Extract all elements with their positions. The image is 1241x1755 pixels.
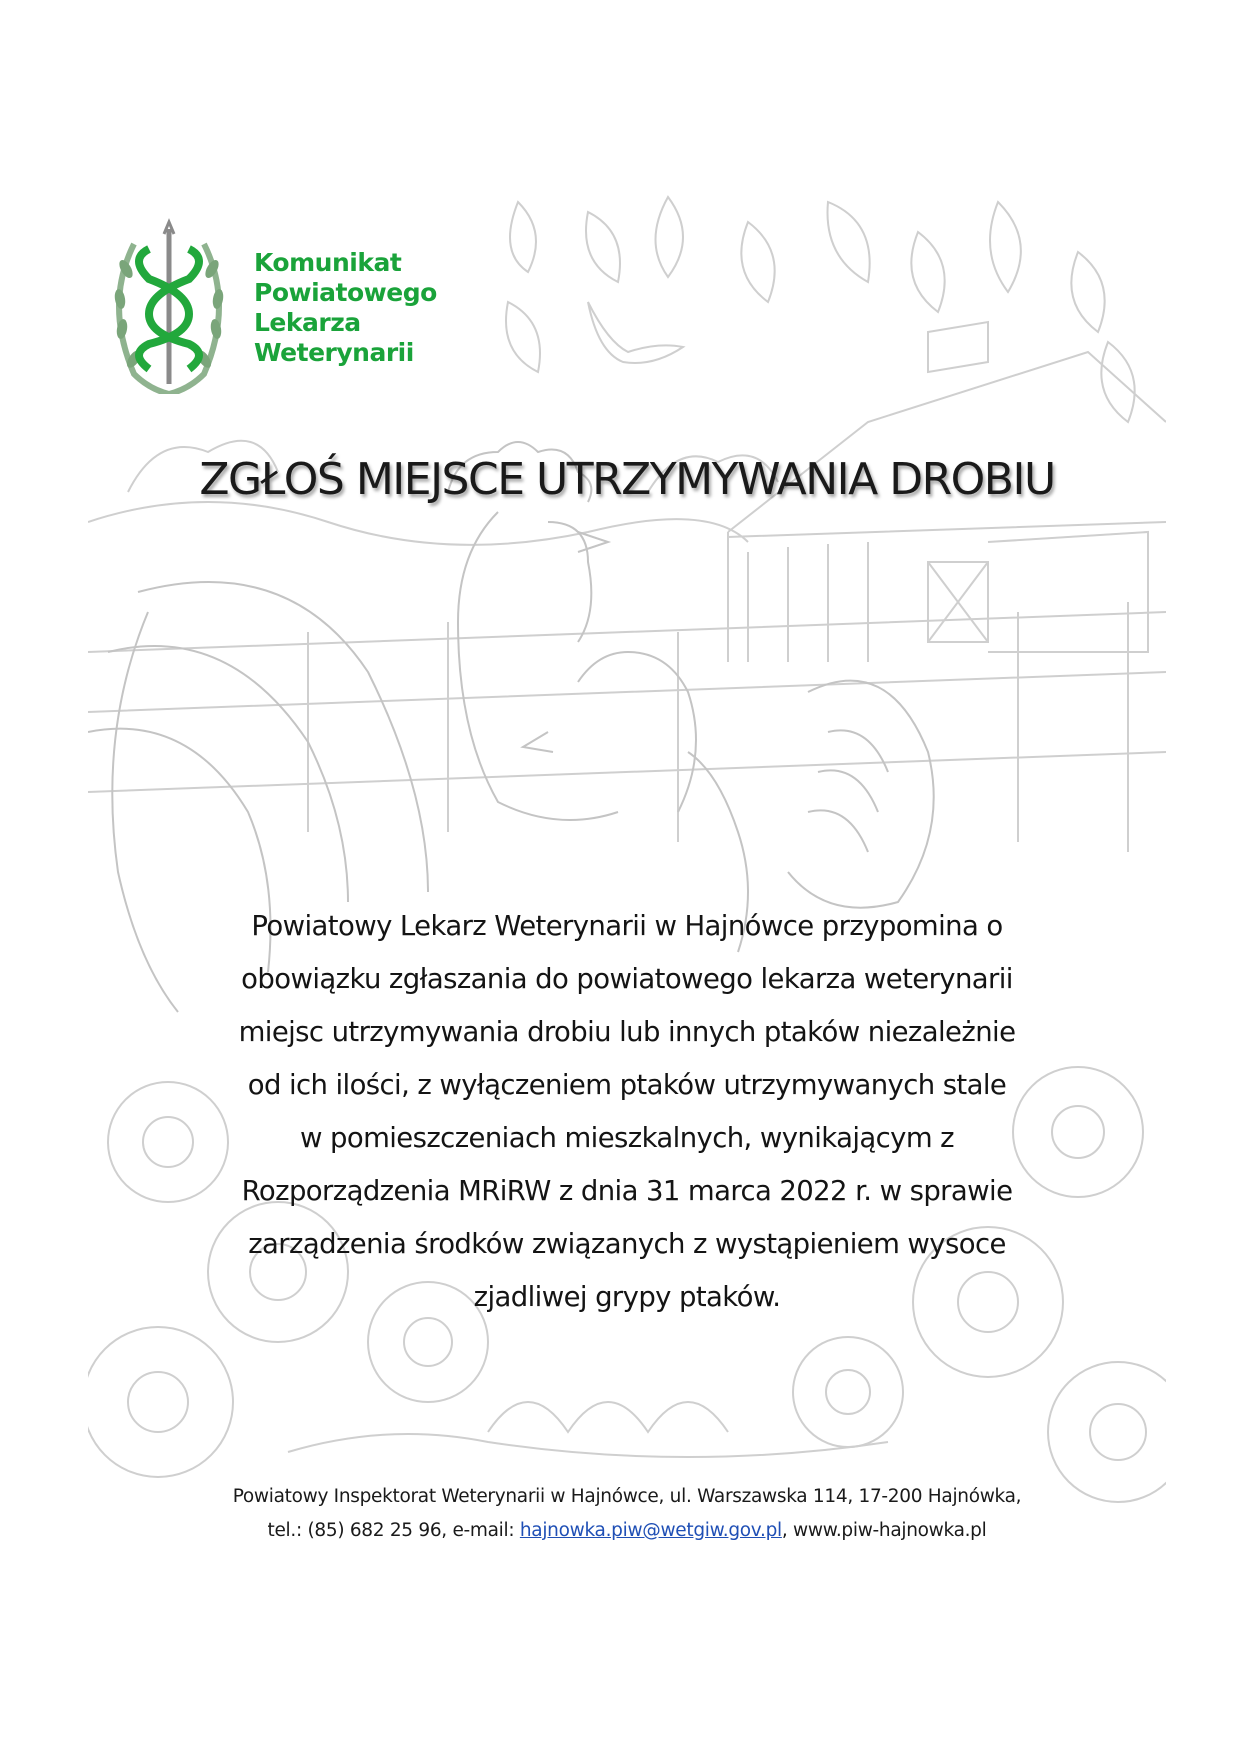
logo-line: Weterynarii xyxy=(254,338,414,367)
logo-line: Powiatowego xyxy=(254,278,437,307)
announcement-text xyxy=(128,900,1126,1324)
message-line: Powiatowy Lekarz Weterynarii w Hajnówce przypomina o xyxy=(251,910,1003,942)
dove-icon xyxy=(588,302,683,363)
logo-title xyxy=(254,248,437,368)
page-title: ZGŁOŚ MIEJSCE UTRZYMYWANIA DROBIU xyxy=(199,454,1055,505)
message-line: Rozporządzenia MRiRW z dnia 31 marca 2022 r. w sprawie xyxy=(241,1175,1013,1207)
logo-line: Komunikat xyxy=(254,248,402,277)
message-line: zjadliwej grypy ptaków. xyxy=(473,1281,781,1313)
footer-phone: tel.: (85) 682 25 96, e-mail: xyxy=(267,1520,520,1541)
footer-address: Powiatowy Inspektorat Weterynarii w Hajnówce, ul. Warszawska 114, 17-200 Hajnówka, xyxy=(232,1486,1022,1507)
email-link[interactable]: hajnowka.piw@wetgiw.gov.pl xyxy=(519,1520,782,1541)
leaves-top-icon xyxy=(506,197,1135,422)
message-line: miejsc utrzymywania drobiu lub innych ptaków niezależnie xyxy=(238,1016,1016,1048)
poster xyxy=(88,192,1166,1582)
logo-line: Lekarza xyxy=(254,308,361,337)
contact-footer xyxy=(88,1480,1166,1548)
message-line: obowiązku zgłaszania do powiatowego lekarza weterynarii xyxy=(241,963,1013,995)
message-line: zarządzenia środków związanych z wystąpieniem wysoce xyxy=(248,1228,1006,1260)
logo xyxy=(98,204,448,409)
footer-website: , www.piw-hajnowka.pl xyxy=(781,1520,987,1541)
message-line: od ich ilości, z wyłączeniem ptaków utrzymywanych stale xyxy=(247,1069,1007,1101)
caduceus-wreath-icon xyxy=(104,214,234,394)
hills-icon xyxy=(88,502,748,545)
footer-contact-row xyxy=(88,1514,1166,1548)
message-line: w pomieszczeniach mieszkalnych, wynikającym z xyxy=(299,1122,955,1154)
